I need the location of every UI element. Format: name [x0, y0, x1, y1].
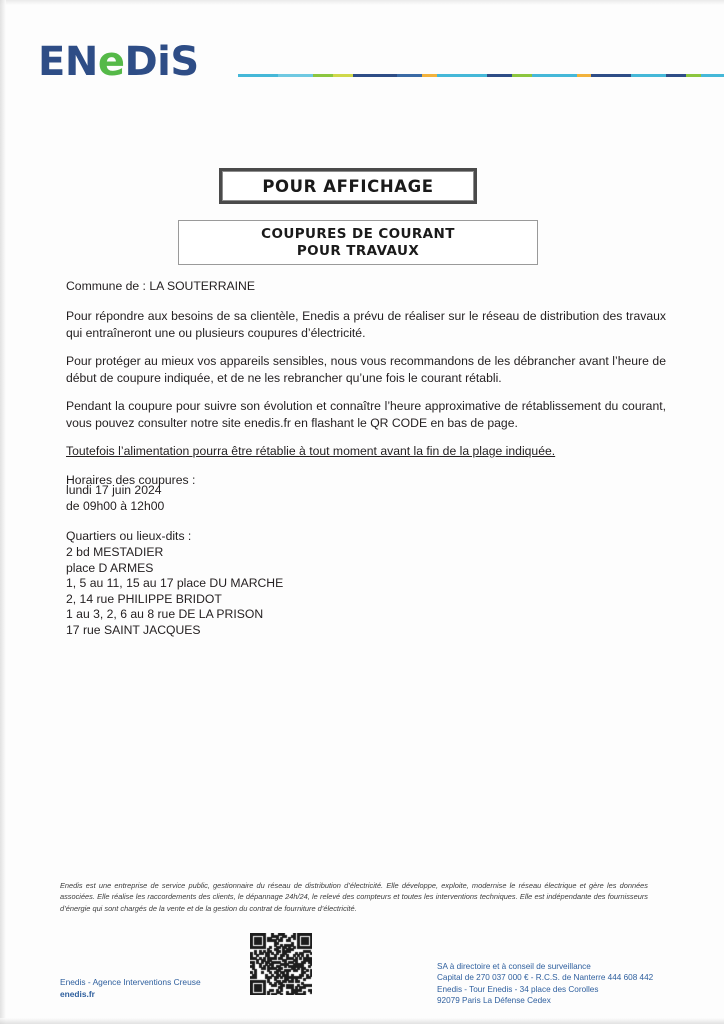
places-label: Quartiers ou lieux-dits :: [66, 529, 192, 543]
body-paragraph-2: Pour protéger au mieux vos appareils sensibles, nous vous recommandons de les débrancher avant l’heure de début de coupure indiquée, et de ne les rebrancher qu’une fois le courant rétabli.: [66, 354, 666, 385]
footer-company-line: SA à directoire et à conseil de surveillance: [437, 962, 591, 971]
brand-rule-segment-2: [313, 74, 333, 77]
footer-company-line: 92079 Paris La Défense Cedex: [437, 995, 551, 1005]
brand-gradient-rule: [238, 74, 724, 77]
place-line: 17 rue SAINT JACQUES: [66, 622, 201, 637]
pour-affichage-box: [219, 168, 477, 204]
enedis-logo: [38, 38, 199, 85]
places-list: [66, 545, 506, 638]
brand-rule-segment-10: [532, 74, 577, 77]
scan-edge-top: [0, 0, 724, 5]
brand-rule-segment-16: [701, 74, 724, 77]
place-line: place D ARMES: [66, 560, 154, 575]
pour-affichage-title: POUR AFFICHAGE: [262, 176, 434, 196]
document-body: [66, 278, 666, 488]
brand-rule-segment-14: [666, 74, 686, 77]
brand-rule-segment-7: [437, 74, 487, 77]
brand-rule-segment-12: [591, 74, 631, 77]
brand-rule-segment-4: [353, 74, 398, 77]
coupures-subtitle-box: [178, 220, 538, 265]
brand-rule-segment-5: [397, 74, 422, 77]
places-block: [66, 528, 506, 638]
commune-line: Commune de : LA SOUTERRAINE: [66, 279, 255, 293]
footer-agency-name: Enedis - Agence Interventions Creuse: [60, 977, 201, 987]
brand-rule-segment-9: [512, 74, 532, 77]
footer-company-block: [437, 961, 687, 1006]
document-header: [38, 38, 698, 86]
body-paragraph-3: Pendant la coupure pour suivre son évolution et connaître l’heure approximative de rétablissement du courant, vous pouvez consulter notre site enedis.fr en flashant le QR CODE en bas de page.: [66, 399, 666, 430]
schedule-time-range: de 09h00 à 12h00: [66, 498, 165, 513]
footer-company-line: Enedis - Tour Enedis - 34 place des Corolles: [437, 984, 599, 994]
body-paragraph-1: Pour répondre aux besoins de sa clientèle, Enedis a prévu de réaliser sur le réseau de distribution des travaux qui entraîneront une ou plusieurs coupures d’électricité.: [66, 309, 666, 340]
coupures-subtitle-line2: POUR TRAVAUX: [296, 242, 420, 259]
footer-legal-text: Enedis est une entreprise de service public, gestionnaire du réseau de distribution d’électricité. Elle développe, exploite, modernise le réseau électrique et gère les données associées. Elle réalise les raccordements des clients, le dépannage 24h/24, le relevé des compteurs et toutes les interventions techniques. Elle est indépendante des fournisseurs d’énergie qui sont chargés de la vente et de la gestion du contrat de fourniture d’électricité.: [60, 881, 648, 913]
place-line: 1 au 3, 2, 6 au 8 rue DE LA PRISON: [66, 607, 264, 621]
footer-agency-block: [60, 977, 270, 1000]
scan-edge-left: [0, 0, 6, 1024]
brand-rule-segment-11: [577, 74, 592, 77]
brand-rule-segment-13: [631, 74, 666, 77]
schedule-date: lundi 17 juin 2024: [66, 483, 162, 497]
brand-rule-segment-1: [278, 74, 313, 77]
footer-company-line: Capital de 270 037 000 € - R.C.S. de Nanterre 444 608 442: [437, 973, 654, 983]
schedule-block: [66, 483, 486, 514]
logo-text-part2: e: [97, 39, 125, 85]
coupures-subtitle-line1: COUPURES DE COURANT: [261, 225, 455, 242]
place-line: 1, 5 au 11, 15 au 17 place DU MARCHE: [66, 576, 284, 590]
body-paragraph-4-underlined: Toutefois l’alimentation pourra être rétablie à tout moment avant la fin de la plage indiquée.: [66, 444, 556, 458]
pour-affichage-box-inner: [222, 171, 474, 201]
brand-rule-segment-8: [487, 74, 512, 77]
footer-website-link[interactable]: enedis.fr: [60, 988, 95, 999]
brand-rule-segment-15: [686, 74, 701, 77]
brand-rule-segment-0: [238, 74, 278, 77]
horaires-label: Horaires des coupures :: [66, 472, 196, 487]
logo-text-part3: DiS: [124, 39, 199, 85]
logo-text-part1: EN: [38, 39, 98, 85]
place-line: 2, 14 rue PHILIPPE BRIDOT: [66, 591, 222, 606]
brand-rule-segment-6: [422, 74, 437, 77]
brand-rule-segment-3: [333, 74, 353, 77]
scan-edge-bottom: [0, 1018, 724, 1024]
place-line: 2 bd MESTADIER: [66, 545, 164, 559]
